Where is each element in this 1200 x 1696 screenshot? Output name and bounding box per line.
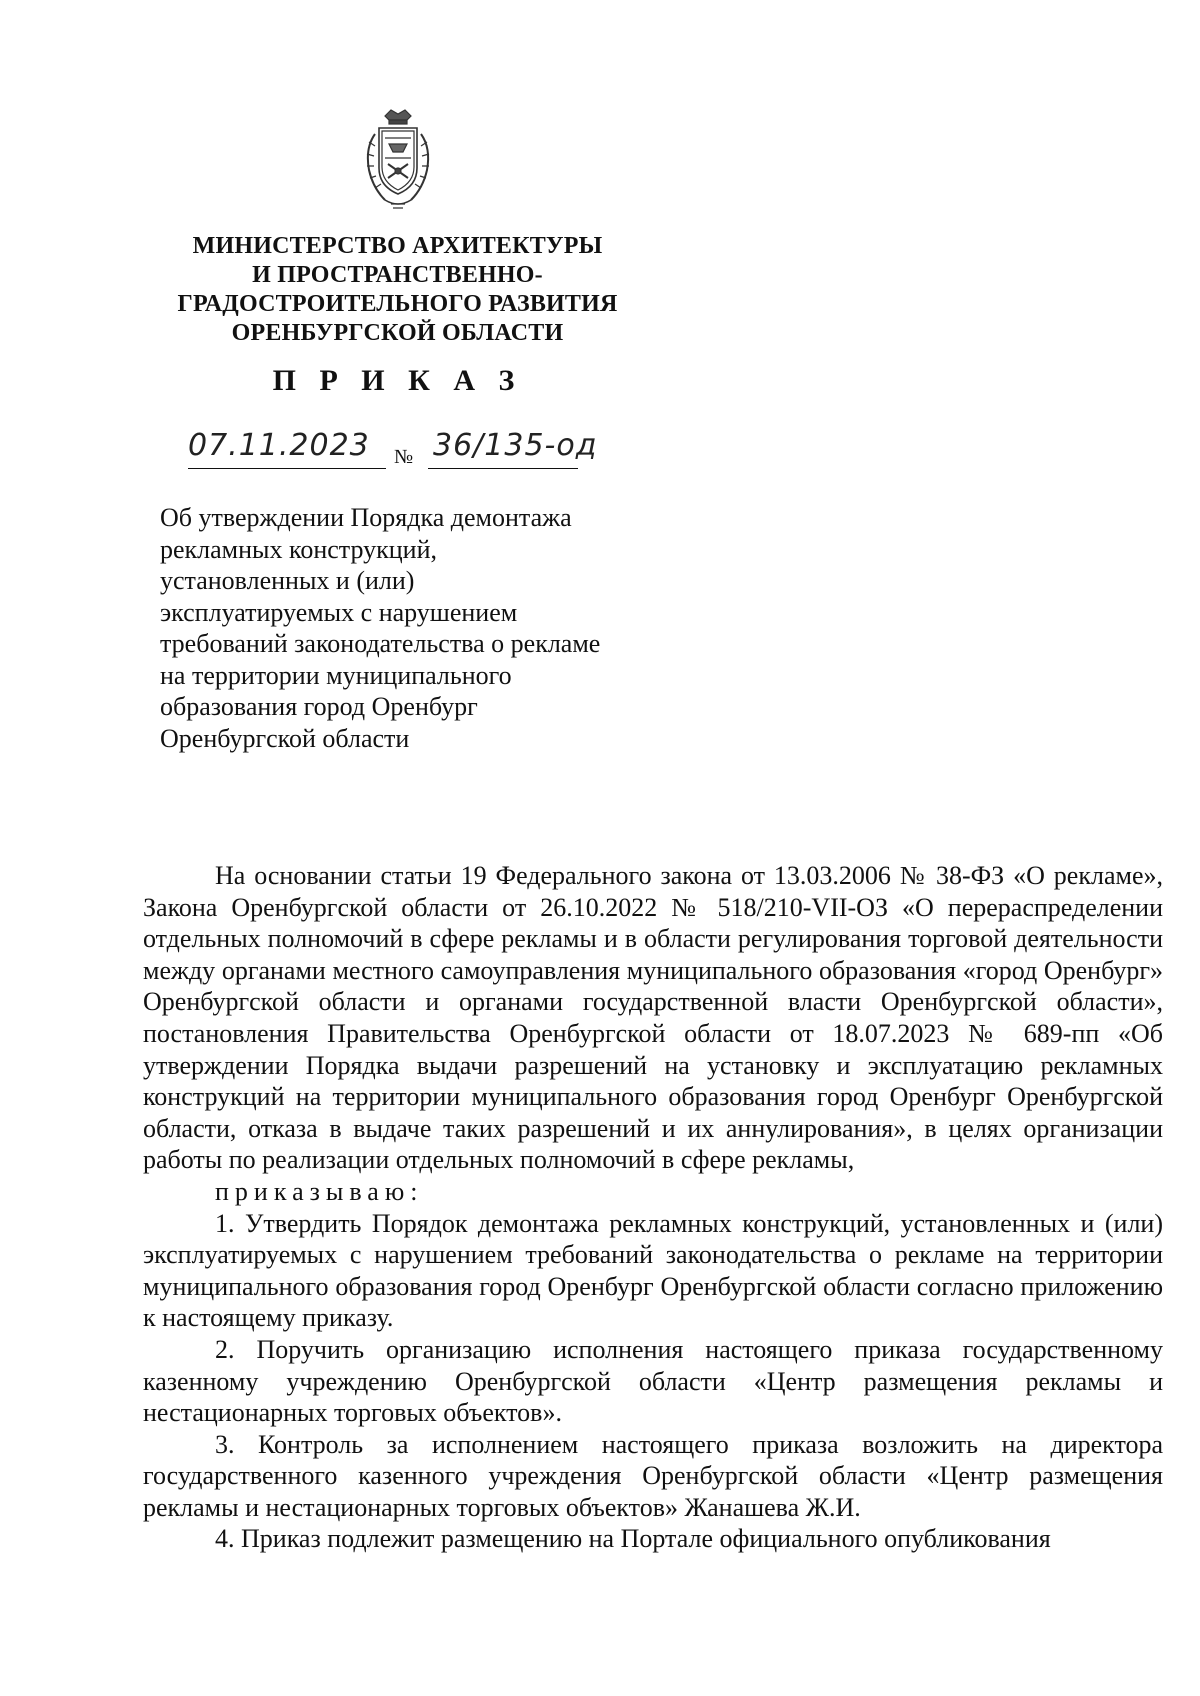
order-number: 36/135-од <box>433 428 598 463</box>
coat-of-arms-emblem <box>355 108 441 214</box>
subject-line: Оренбургской области <box>160 723 410 753</box>
subject-line: образования город Оренбург <box>160 692 478 721</box>
ministry-header-line: МИНИСТЕРСТВО АРХИТЕКТУРЫ <box>192 233 603 259</box>
subject-line: эксплуатируемых с нарушением <box>160 597 518 627</box>
ministry-header <box>140 232 655 348</box>
order-item-4: 4. Приказ подлежит размещению на Портале официального опубликования <box>215 1524 1051 1554</box>
ministry-header-line: ОРЕНБУРГСКОЙ ОБЛАСТИ <box>231 320 564 346</box>
date-underline <box>188 468 386 469</box>
order-item-2: 2. Поручить организацию исполнения настоящего приказа государственному казенному учреждению Оренбургской области «Центр размещения рекламы и нестационарных торговых объектов». <box>143 1334 1163 1428</box>
order-title: П Р И К А З <box>272 364 523 397</box>
order-date-number-row <box>188 428 648 488</box>
order-date: 07.11.2023 <box>188 428 370 463</box>
number-underline <box>428 468 578 469</box>
directive-word: приказываю: <box>215 1176 424 1206</box>
preamble-paragraph: На основании статьи 19 Федерального закона от 13.03.2006 № 38-ФЗ «О рекламе», Закона Оренбургской области от 26.10.2022 № 518/210-VII-ОЗ «О перераспределении отдельных полномочий в сфере рекламы и в области регулирования торговой деятельности между органами местного самоуправления муниципального образования «город Оренбург» Оренбургской области и органами государственной власти Оренбургской области», постановления Правительства Оренбургской области от 18.07.2023 № 689-пп «Об утверждении Порядка выдачи разрешений на установку и эксплуатацию рекламных конструкций на территории муниципального образования город Оренбург Оренбургской области, отказа в выдаче таких разрешений и их аннулирования», в целях организации работы по реализации отдельных полномочий в сфере рекламы, <box>143 861 1163 1175</box>
subject-line: на территории муниципального <box>160 660 512 690</box>
ministry-header-line: И ПРОСТРАНСТВЕННО- <box>252 262 543 288</box>
order-item-1: 1. Утвердить Порядок демонтажа рекламных конструкций, установленных и (или) эксплуатируемых с нарушением требований законодательства о рекламе на территории муниципального образования город Оренбург Оренбургской области согласно приложению к настоящему приказу. <box>143 1208 1163 1333</box>
order-body <box>143 860 1163 1555</box>
order-item-3: 3. Контроль за исполнением настоящего приказа возложить на директора государственного казенного учреждения Оренбургской области «Центр размещения рекламы и нестационарных торговых объектов» Жанашева Ж.И. <box>143 1429 1163 1522</box>
ministry-header-line: ГРАДОСТРОИТЕЛЬНОГО РАЗВИТИЯ <box>177 291 618 317</box>
subject-line: рекламных конструкций, <box>160 534 437 564</box>
subject-line: установленных и (или) <box>160 566 415 595</box>
order-subject <box>160 502 680 754</box>
number-sign: № <box>394 446 414 468</box>
subject-line: Об утверждении Порядка демонтажа <box>160 503 572 532</box>
subject-line: требований законодательства о рекламе <box>160 629 601 658</box>
